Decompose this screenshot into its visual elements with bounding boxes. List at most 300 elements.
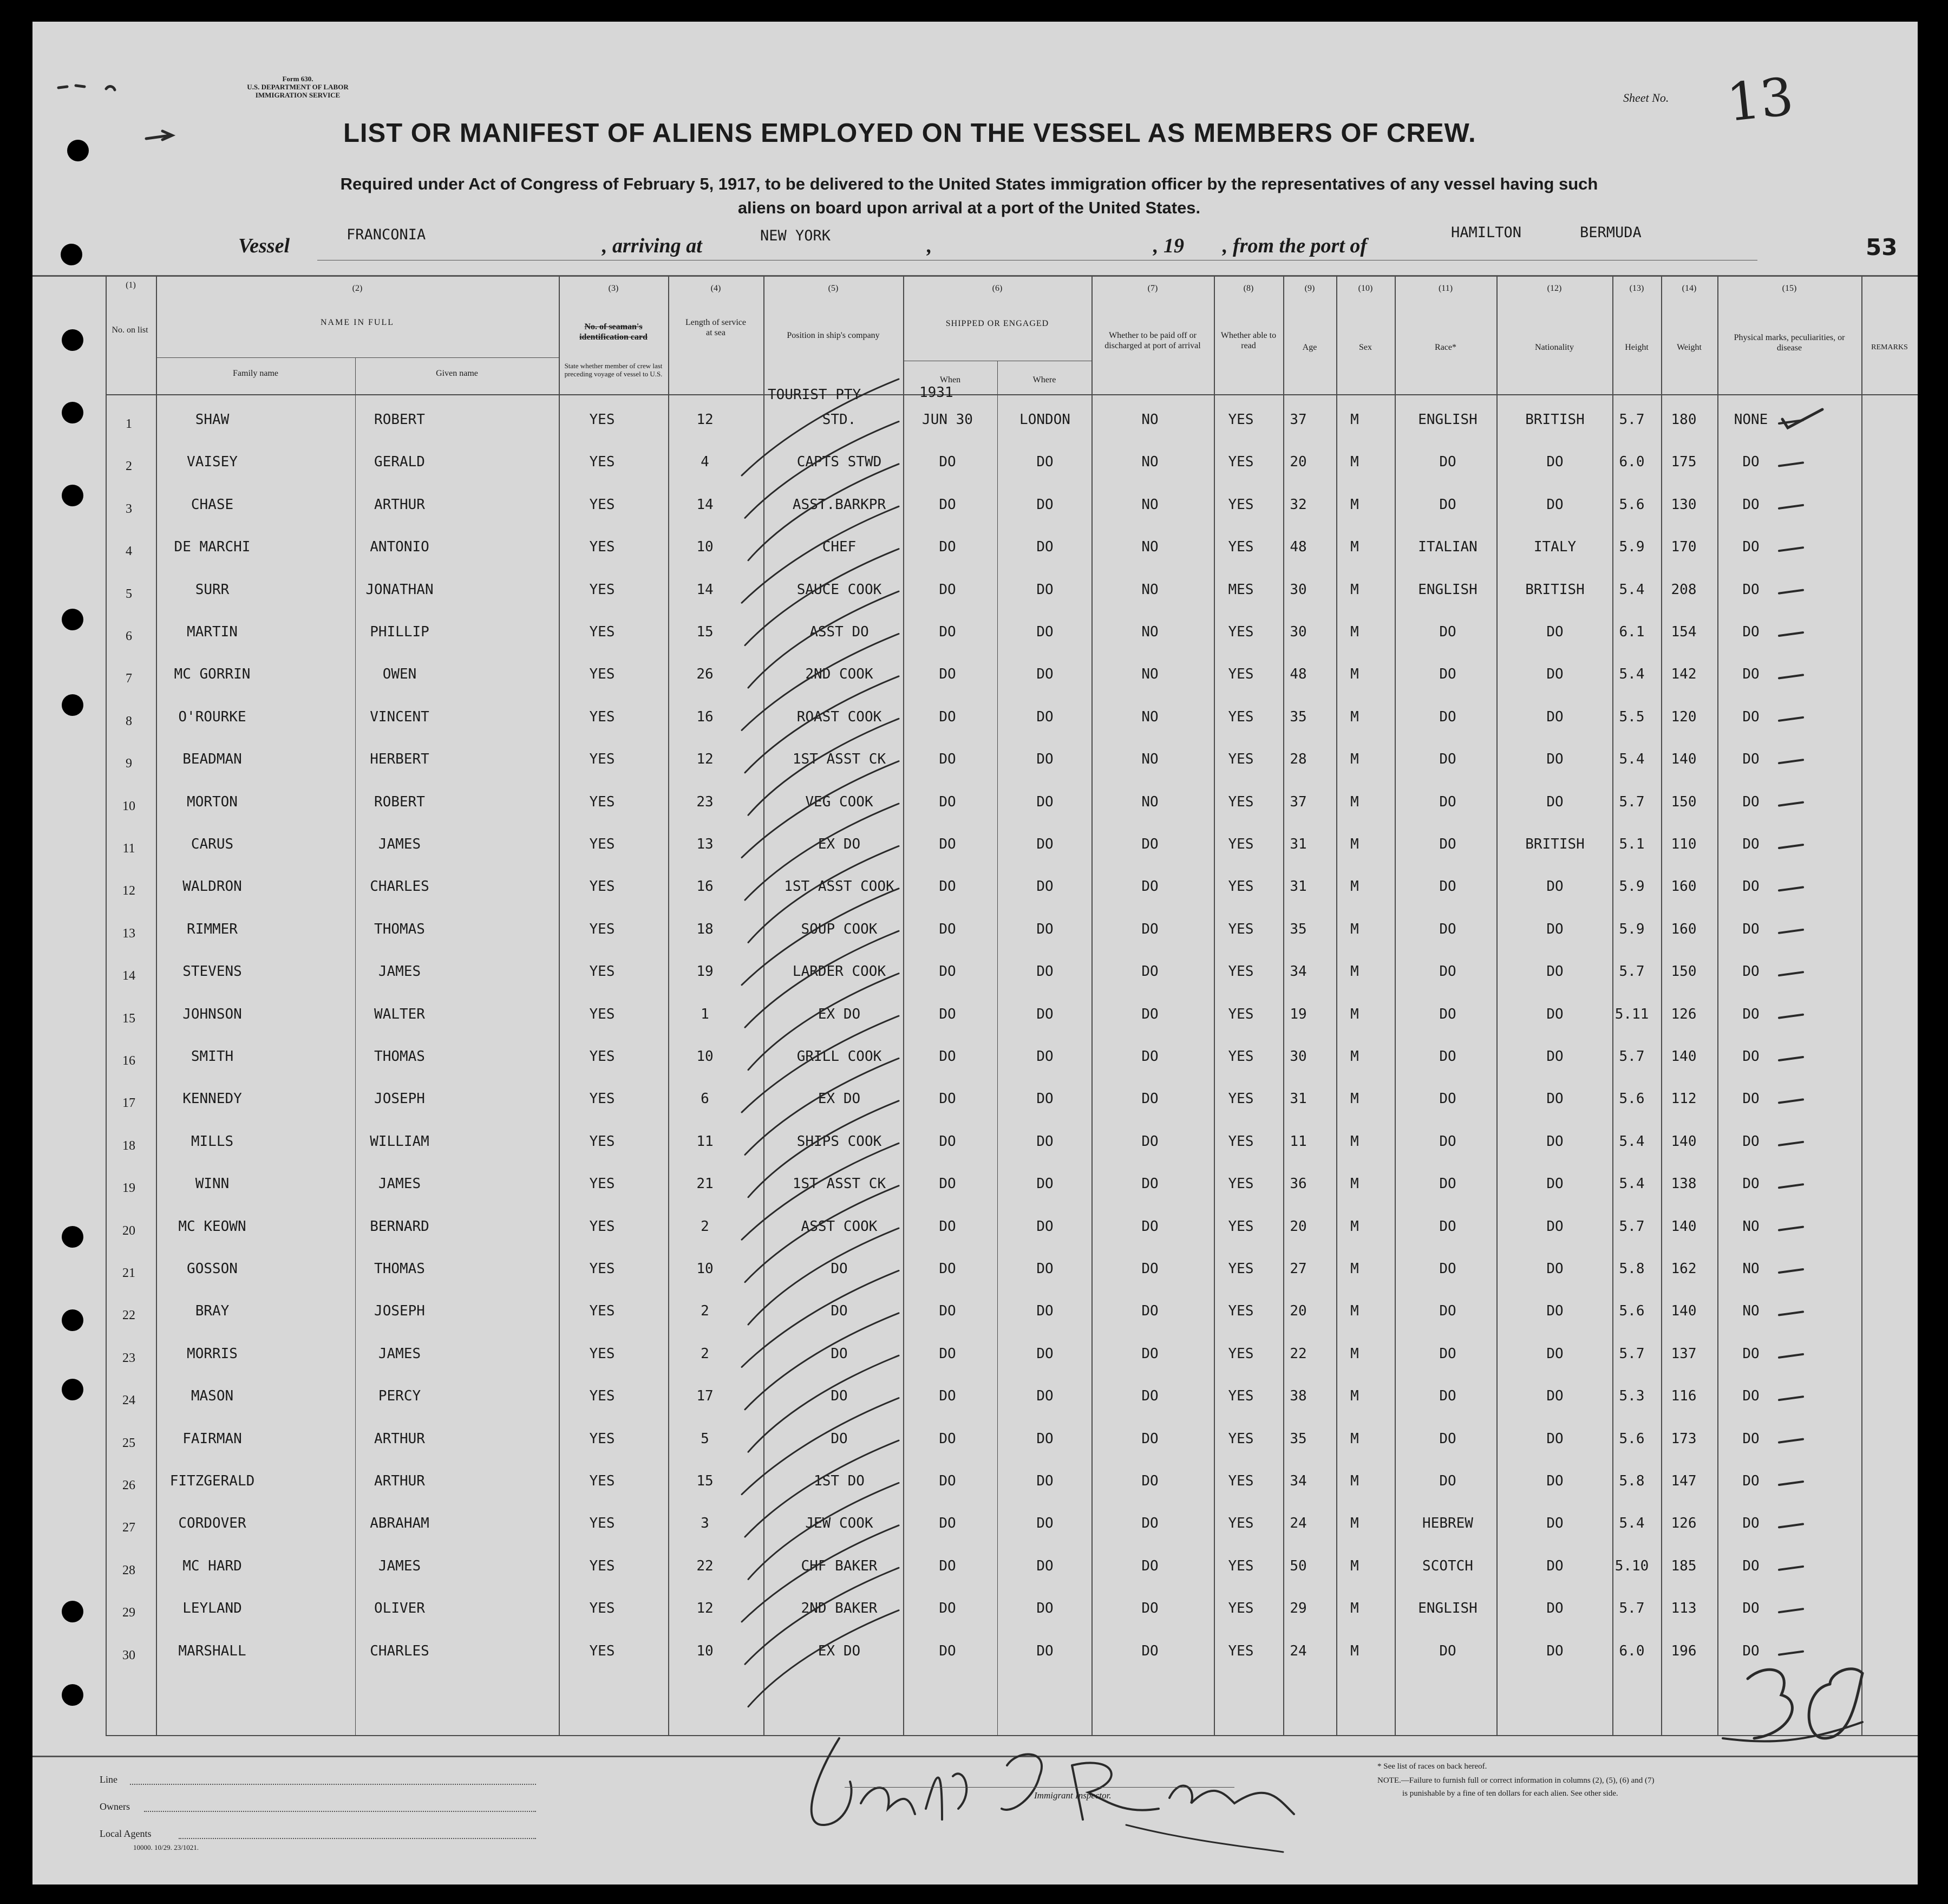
race-cell: DO (1439, 751, 1456, 767)
col-head-age: Age (1302, 343, 1317, 352)
tick-mark (1779, 972, 1803, 975)
shipped-where-cell: DO (1036, 1431, 1054, 1447)
paid-off-cell: NO (1141, 794, 1159, 810)
physical-marks-cell: DO (1742, 1643, 1760, 1659)
able-to-read-cell: YES (1228, 1346, 1254, 1362)
shipped-when-cell: DO (939, 921, 956, 937)
given-name-cell: PHILLIP (370, 624, 429, 640)
nationality-cell: DO (1546, 709, 1564, 725)
paid-off-cell: DO (1141, 1473, 1159, 1489)
position-cell: VEG COOK (805, 794, 873, 810)
physical-marks-cell: DO (1742, 878, 1760, 895)
previous-voyage-cell: YES (589, 1346, 615, 1362)
physical-marks-cell: DO (1742, 582, 1760, 598)
able-to-read-cell: YES (1228, 1048, 1254, 1065)
length-of-service-cell: 5 (701, 1431, 709, 1447)
sex-cell: M (1350, 1261, 1359, 1277)
age-cell: 31 (1290, 1091, 1307, 1107)
length-of-service-cell: 15 (696, 624, 714, 640)
weight-cell: 160 (1671, 921, 1697, 937)
race-cell: DO (1439, 1176, 1456, 1192)
shipped-where-cell: DO (1036, 921, 1054, 937)
length-of-service-cell: 18 (696, 921, 714, 937)
tick-mark (1779, 845, 1803, 848)
weight-cell: 173 (1671, 1431, 1697, 1447)
paid-off-cell: DO (1141, 1515, 1159, 1531)
row-number: 14 (122, 969, 135, 983)
height-cell: 5.6 (1619, 1431, 1645, 1447)
family-name-cell: BEADMAN (182, 751, 242, 767)
pen-slash (745, 1058, 899, 1155)
race-cell: DO (1439, 1643, 1456, 1659)
able-to-read-cell: MES (1228, 582, 1254, 598)
weight-cell: 142 (1671, 666, 1697, 682)
previous-voyage-cell: YES (589, 1133, 615, 1150)
note-line-1: NOTE.—Failure to furnish full or correct information in columns (2), (5), (6) and (7) (1377, 1776, 1655, 1785)
height-cell: 6.0 (1619, 454, 1645, 470)
race-cell: DO (1439, 836, 1456, 852)
arriving-port: NEW YORK (760, 227, 831, 244)
paid-off-cell: NO (1141, 539, 1159, 555)
pen-slash (745, 676, 899, 773)
pen-slash (745, 549, 899, 645)
given-name-cell: CHARLES (370, 878, 429, 895)
paid-off-cell: NO (1141, 412, 1159, 428)
vessel-label: Vessel (238, 234, 290, 257)
nationality-cell: DO (1546, 1346, 1564, 1362)
race-cell: DO (1439, 454, 1456, 470)
nationality-cell: DO (1546, 624, 1564, 640)
physical-marks-cell: DO (1742, 1346, 1760, 1362)
tick-mark (1779, 718, 1803, 721)
sex-cell: M (1350, 751, 1359, 767)
pen-slash (742, 1525, 899, 1622)
physical-marks-cell: DO (1742, 624, 1760, 640)
shipped-where-cell: DO (1036, 582, 1054, 598)
age-cell: 38 (1290, 1388, 1307, 1404)
sex-cell: M (1350, 1558, 1359, 1574)
able-to-read-cell: YES (1228, 963, 1254, 980)
length-of-service-cell: 1 (701, 1006, 709, 1022)
family-name-cell: BRAY (195, 1303, 230, 1319)
shipped-where-cell: DO (1036, 1515, 1054, 1531)
shipped-where-cell: LONDON (1019, 412, 1070, 428)
height-cell: 5.9 (1619, 878, 1645, 895)
race-cell: DO (1439, 878, 1456, 895)
given-name-cell: CHARLES (370, 1643, 429, 1659)
row-number: 9 (126, 757, 132, 771)
previous-voyage-cell: YES (589, 412, 615, 428)
pen-slash (742, 379, 899, 475)
tick-mark (1779, 930, 1803, 933)
weight-cell: 113 (1671, 1600, 1697, 1616)
age-cell: 24 (1290, 1643, 1307, 1659)
nationality-cell: DO (1546, 1473, 1564, 1489)
height-cell: 5.10 (1614, 1558, 1649, 1574)
paid-off-cell: DO (1141, 1600, 1159, 1616)
sheet-number: 13 (1724, 66, 1796, 134)
race-cell: DO (1439, 1431, 1456, 1447)
footer-owners-label: Owners (100, 1801, 130, 1812)
footer-line-rule (130, 1784, 536, 1785)
pen-slash (748, 1228, 899, 1325)
service: IMMIGRATION SERVICE (255, 91, 341, 99)
row-number: 30 (122, 1648, 135, 1662)
tick-mark (1779, 760, 1803, 763)
family-name-cell: MARTIN (187, 624, 238, 640)
weight-cell: 112 (1671, 1091, 1697, 1107)
tick-mark (1779, 1397, 1803, 1400)
shipped-where-cell: DO (1036, 1261, 1054, 1277)
paid-off-cell: DO (1141, 878, 1159, 895)
weight-cell: 140 (1671, 1218, 1697, 1235)
able-to-read-cell: YES (1228, 454, 1254, 470)
physical-marks-cell: DO (1742, 1473, 1760, 1489)
race-cell: DO (1439, 794, 1456, 810)
able-to-read-cell: YES (1228, 1558, 1254, 1574)
paid-off-cell: DO (1141, 1346, 1159, 1362)
paid-off-cell: DO (1141, 1091, 1159, 1107)
shipped-where-cell: DO (1036, 963, 1054, 980)
previous-voyage-cell: YES (589, 1473, 615, 1489)
length-of-service-cell: 15 (696, 1473, 714, 1489)
previous-voyage-cell: YES (589, 454, 615, 470)
family-name-cell: JOHNSON (182, 1006, 242, 1022)
physical-marks-cell: DO (1742, 1558, 1760, 1574)
sex-cell: M (1350, 1473, 1359, 1489)
given-name-cell: JAMES (378, 963, 421, 980)
physical-marks-cell: DO (1742, 1431, 1760, 1447)
previous-voyage-cell: YES (589, 1091, 615, 1107)
tick-mark (1779, 1269, 1803, 1273)
footer-line-label: Line (100, 1774, 117, 1785)
given-name-cell: JONATHAN (365, 582, 434, 598)
physical-marks-cell: NO (1742, 1303, 1760, 1319)
length-of-service-cell: 4 (701, 454, 709, 470)
age-cell: 11 (1290, 1133, 1307, 1150)
previous-voyage-cell: YES (589, 963, 615, 980)
col-head-when: When (939, 375, 961, 384)
race-cell: DO (1439, 1346, 1456, 1362)
row-number: 28 (122, 1563, 135, 1577)
given-name-cell: JOSEPH (374, 1091, 425, 1107)
weight-cell: 138 (1671, 1176, 1697, 1192)
length-of-service-cell: 11 (696, 1133, 714, 1150)
sex-cell: M (1350, 1218, 1359, 1235)
shipped-where-cell: DO (1036, 836, 1054, 852)
weight-cell: 150 (1671, 963, 1697, 980)
given-name-cell: THOMAS (374, 1048, 425, 1065)
position-cell: CHF BAKER (801, 1558, 878, 1574)
nationality-cell: DO (1546, 751, 1564, 767)
height-cell: 5.8 (1619, 1473, 1645, 1489)
paid-off-cell: NO (1141, 454, 1159, 470)
corner-marks (58, 86, 172, 140)
height-cell: 5.7 (1619, 412, 1645, 428)
tick-mark (1779, 462, 1803, 466)
family-name-cell: MASON (191, 1388, 234, 1404)
shipped-when-cell: DO (939, 1091, 956, 1107)
from-port: HAMILTON (1451, 224, 1522, 241)
family-name-cell: SHAW (195, 412, 230, 428)
length-of-service-cell: 13 (696, 836, 714, 852)
shipped-when-cell: DO (939, 1006, 956, 1022)
paid-off-cell: DO (1141, 1431, 1159, 1447)
given-name-cell: ARTHUR (374, 1473, 425, 1489)
nationality-cell: DO (1546, 1091, 1564, 1107)
weight-cell: 120 (1671, 709, 1697, 725)
length-of-service-cell: 2 (701, 1346, 709, 1362)
family-name-cell: FITZGERALD (169, 1473, 255, 1489)
position-cell: EX DO (818, 1643, 861, 1659)
weight-cell: 140 (1671, 1133, 1697, 1150)
age-cell: 48 (1290, 539, 1307, 555)
shipped-when-cell: DO (939, 582, 956, 598)
able-to-read-cell: YES (1228, 666, 1254, 682)
sex-cell: M (1350, 412, 1359, 428)
given-name-cell: GERALD (374, 454, 425, 470)
pen-slash (745, 804, 899, 900)
length-of-service-cell: 6 (701, 1091, 709, 1107)
sex-cell: M (1350, 1133, 1359, 1150)
given-name-cell: THOMAS (374, 1261, 425, 1277)
length-of-service-cell: 12 (696, 412, 714, 428)
shipped-where-cell: DO (1036, 1048, 1054, 1065)
given-name-cell: ROBERT (374, 412, 425, 428)
previous-voyage-cell: YES (589, 1176, 615, 1192)
sex-cell: M (1350, 1515, 1359, 1531)
previous-voyage-cell: YES (589, 709, 615, 725)
able-to-read-cell: YES (1228, 1261, 1254, 1277)
given-name-cell: BERNARD (370, 1218, 429, 1235)
family-name-cell: VAISEY (187, 454, 238, 470)
race-cell: DO (1439, 1133, 1456, 1150)
position-cell: EX DO (818, 1091, 861, 1107)
shipped-where-cell: DO (1036, 454, 1054, 470)
pen-slash (748, 1483, 899, 1579)
family-name-cell: GOSSON (187, 1261, 238, 1277)
previous-voyage-cell: YES (589, 751, 615, 767)
requirement-line-1: Required under Act of Congress of February 5, 1917, to be delivered to the United States immigration officer by the representatives of any vessel having such (340, 174, 1598, 193)
previous-voyage-cell: YES (589, 1600, 615, 1616)
previous-voyage-cell: YES (589, 1431, 615, 1447)
length-of-service-cell: 16 (696, 878, 714, 895)
nationality-cell: DO (1546, 921, 1564, 937)
height-cell: 6.1 (1619, 624, 1645, 640)
age-cell: 24 (1290, 1515, 1307, 1531)
col-num-2: (2) (352, 284, 363, 293)
nationality-cell: DO (1546, 878, 1564, 895)
height-cell: 5.7 (1619, 794, 1645, 810)
tick-mark (1779, 1439, 1803, 1443)
row-number: 29 (122, 1606, 135, 1620)
weight-cell: 147 (1671, 1473, 1697, 1489)
age-cell: 35 (1290, 921, 1307, 937)
race-cell: DO (1439, 1006, 1456, 1022)
race-cell: DO (1439, 1091, 1456, 1107)
age-cell: 20 (1290, 1303, 1307, 1319)
shipped-where-cell: DO (1036, 1133, 1054, 1150)
weight-cell: 208 (1671, 582, 1697, 598)
family-name-cell: MC KEOWN (178, 1218, 246, 1235)
sex-cell: M (1350, 624, 1359, 640)
shipped-when-cell: DO (939, 1643, 956, 1659)
col-num-7: (7) (1147, 284, 1158, 293)
weight-cell: 185 (1671, 1558, 1697, 1574)
sex-cell: M (1350, 454, 1359, 470)
pen-slash (742, 1016, 899, 1112)
length-of-service-cell: 21 (696, 1176, 714, 1192)
physical-marks-cell: DO (1742, 751, 1760, 767)
previous-voyage-cell: YES (589, 921, 615, 937)
sex-cell: M (1350, 497, 1359, 513)
race-cell: DO (1439, 1048, 1456, 1065)
race-cell: DO (1439, 624, 1456, 640)
pen-slash (742, 634, 899, 730)
family-name-cell: MORTON (187, 794, 238, 810)
sex-cell: M (1350, 1006, 1359, 1022)
length-of-service-cell: 12 (696, 751, 714, 767)
shipped-where-cell: DO (1036, 794, 1054, 810)
tick-mark (1779, 1015, 1803, 1018)
age-cell: 31 (1290, 836, 1307, 852)
given-name-cell: JAMES (378, 1176, 421, 1192)
nationality-cell: DO (1546, 1558, 1564, 1574)
position-cell: GRILL COOK (796, 1048, 882, 1065)
weight-cell: 110 (1671, 836, 1697, 852)
shipped-when-cell: DO (939, 666, 956, 682)
race-cell: DO (1439, 1218, 1456, 1235)
height-cell: 5.11 (1614, 1006, 1649, 1022)
race-cell: ENGLISH (1418, 582, 1478, 598)
nationality-cell: DO (1546, 1133, 1564, 1150)
length-of-service-cell: 12 (696, 1600, 714, 1616)
tick-mark (1779, 803, 1803, 806)
position-cell: CHEF (822, 539, 857, 555)
shipped-when-cell: DO (939, 624, 956, 640)
position-cell: ASST DO (809, 624, 869, 640)
inspector-rule (845, 1787, 1234, 1788)
pen-slash (748, 464, 899, 560)
row-number: 11 (122, 842, 135, 856)
handwritten-total (0, 0, 1, 1)
checkmark (1782, 409, 1822, 428)
row-number: 16 (122, 1054, 135, 1068)
physical-marks-cell: DO (1742, 1091, 1760, 1107)
from-place: BERMUDA (1580, 224, 1642, 241)
tick-mark (1779, 633, 1803, 636)
col-head-physical: Physical marks, peculiarities, or disease (1734, 333, 1845, 353)
age-cell: 28 (1290, 751, 1307, 767)
family-name-cell: WALDRON (182, 878, 242, 895)
previous-voyage-cell: YES (589, 836, 615, 852)
able-to-read-cell: YES (1228, 1006, 1254, 1022)
previous-voyage-cell: YES (589, 878, 615, 895)
nationality-cell: DO (1546, 1048, 1564, 1065)
nationality-cell: DO (1546, 666, 1564, 682)
row-number: 7 (126, 671, 132, 686)
age-cell: 20 (1290, 454, 1307, 470)
previous-voyage-cell: YES (589, 624, 615, 640)
nationality-cell: DO (1546, 963, 1564, 980)
family-name-cell: MORRIS (187, 1346, 238, 1362)
able-to-read-cell: YES (1228, 1091, 1254, 1107)
able-to-read-cell: YES (1228, 751, 1254, 767)
nationality-cell: DO (1546, 1218, 1564, 1235)
position-cell: LARDER COOK (792, 963, 886, 980)
shipped-where-cell: DO (1036, 1346, 1054, 1362)
given-name-cell: ARTHUR (374, 497, 425, 513)
row-number: 26 (122, 1478, 135, 1492)
shipped-when-cell: DO (939, 794, 956, 810)
col-head-weight: Weight (1677, 343, 1702, 352)
family-name-cell: O'ROURKE (178, 709, 246, 725)
tick-mark (1779, 590, 1803, 594)
able-to-read-cell: YES (1228, 1643, 1254, 1659)
nationality-cell: DO (1546, 1515, 1564, 1531)
row-number: 2 (126, 459, 132, 473)
shipped-when-cell: DO (939, 1048, 956, 1065)
physical-marks-cell: DO (1742, 1133, 1760, 1150)
shipped-when-cell: DO (939, 709, 956, 725)
col-head-able-read: Whether able to read (1220, 331, 1277, 350)
length-of-service-cell: 22 (696, 1558, 714, 1574)
tick-mark (1779, 1567, 1803, 1570)
able-to-read-cell: YES (1228, 1431, 1254, 1447)
weight-cell: 154 (1671, 624, 1697, 640)
height-cell: 5.3 (1619, 1388, 1645, 1404)
family-name-cell: LEYLAND (182, 1600, 242, 1616)
footer-agents-rule (179, 1838, 536, 1840)
able-to-read-cell: YES (1228, 1303, 1254, 1319)
sheet-label: Sheet No. (1623, 91, 1669, 105)
tick-mark (1779, 1482, 1803, 1485)
shipped-when-cell: DO (939, 1261, 956, 1277)
weight-cell: 126 (1671, 1006, 1697, 1022)
col-num-11: (11) (1438, 284, 1453, 293)
able-to-read-cell: YES (1228, 1176, 1254, 1192)
height-cell: 5.6 (1619, 1091, 1645, 1107)
height-cell: 6.0 (1619, 1643, 1645, 1659)
previous-voyage-cell: YES (589, 1048, 615, 1065)
position-cell: ASST COOK (801, 1218, 878, 1235)
able-to-read-cell: YES (1228, 709, 1254, 725)
nationality-cell: DO (1546, 454, 1564, 470)
physical-marks-cell: DO (1742, 497, 1760, 513)
shipped-when-cell: DO (939, 497, 956, 513)
given-name-cell: HERBERT (370, 751, 429, 767)
sex-cell: M (1350, 1388, 1359, 1404)
race-cell: DO (1439, 1261, 1456, 1277)
position-cell: 1ST ASST CK (792, 1176, 886, 1192)
given-name-cell: OLIVER (374, 1600, 425, 1616)
family-name-cell: MC GORRIN (174, 666, 251, 682)
shipped-where-cell: DO (1036, 1176, 1054, 1192)
height-cell: 5.8 (1619, 1261, 1645, 1277)
length-of-service-cell: 10 (696, 539, 714, 555)
race-cell: DO (1439, 666, 1456, 682)
previous-voyage-cell: YES (589, 1006, 615, 1022)
shipped-where-cell: DO (1036, 1473, 1054, 1489)
weight-cell: 140 (1671, 1048, 1697, 1065)
able-to-read-cell: YES (1228, 624, 1254, 640)
pen-slash (748, 591, 899, 688)
previous-voyage-cell: YES (589, 497, 615, 513)
position-cell: JEW COOK (805, 1515, 873, 1531)
sex-cell: M (1350, 1176, 1359, 1192)
given-name-cell: WILLIAM (370, 1133, 429, 1150)
physical-marks-cell: DO (1742, 666, 1760, 682)
